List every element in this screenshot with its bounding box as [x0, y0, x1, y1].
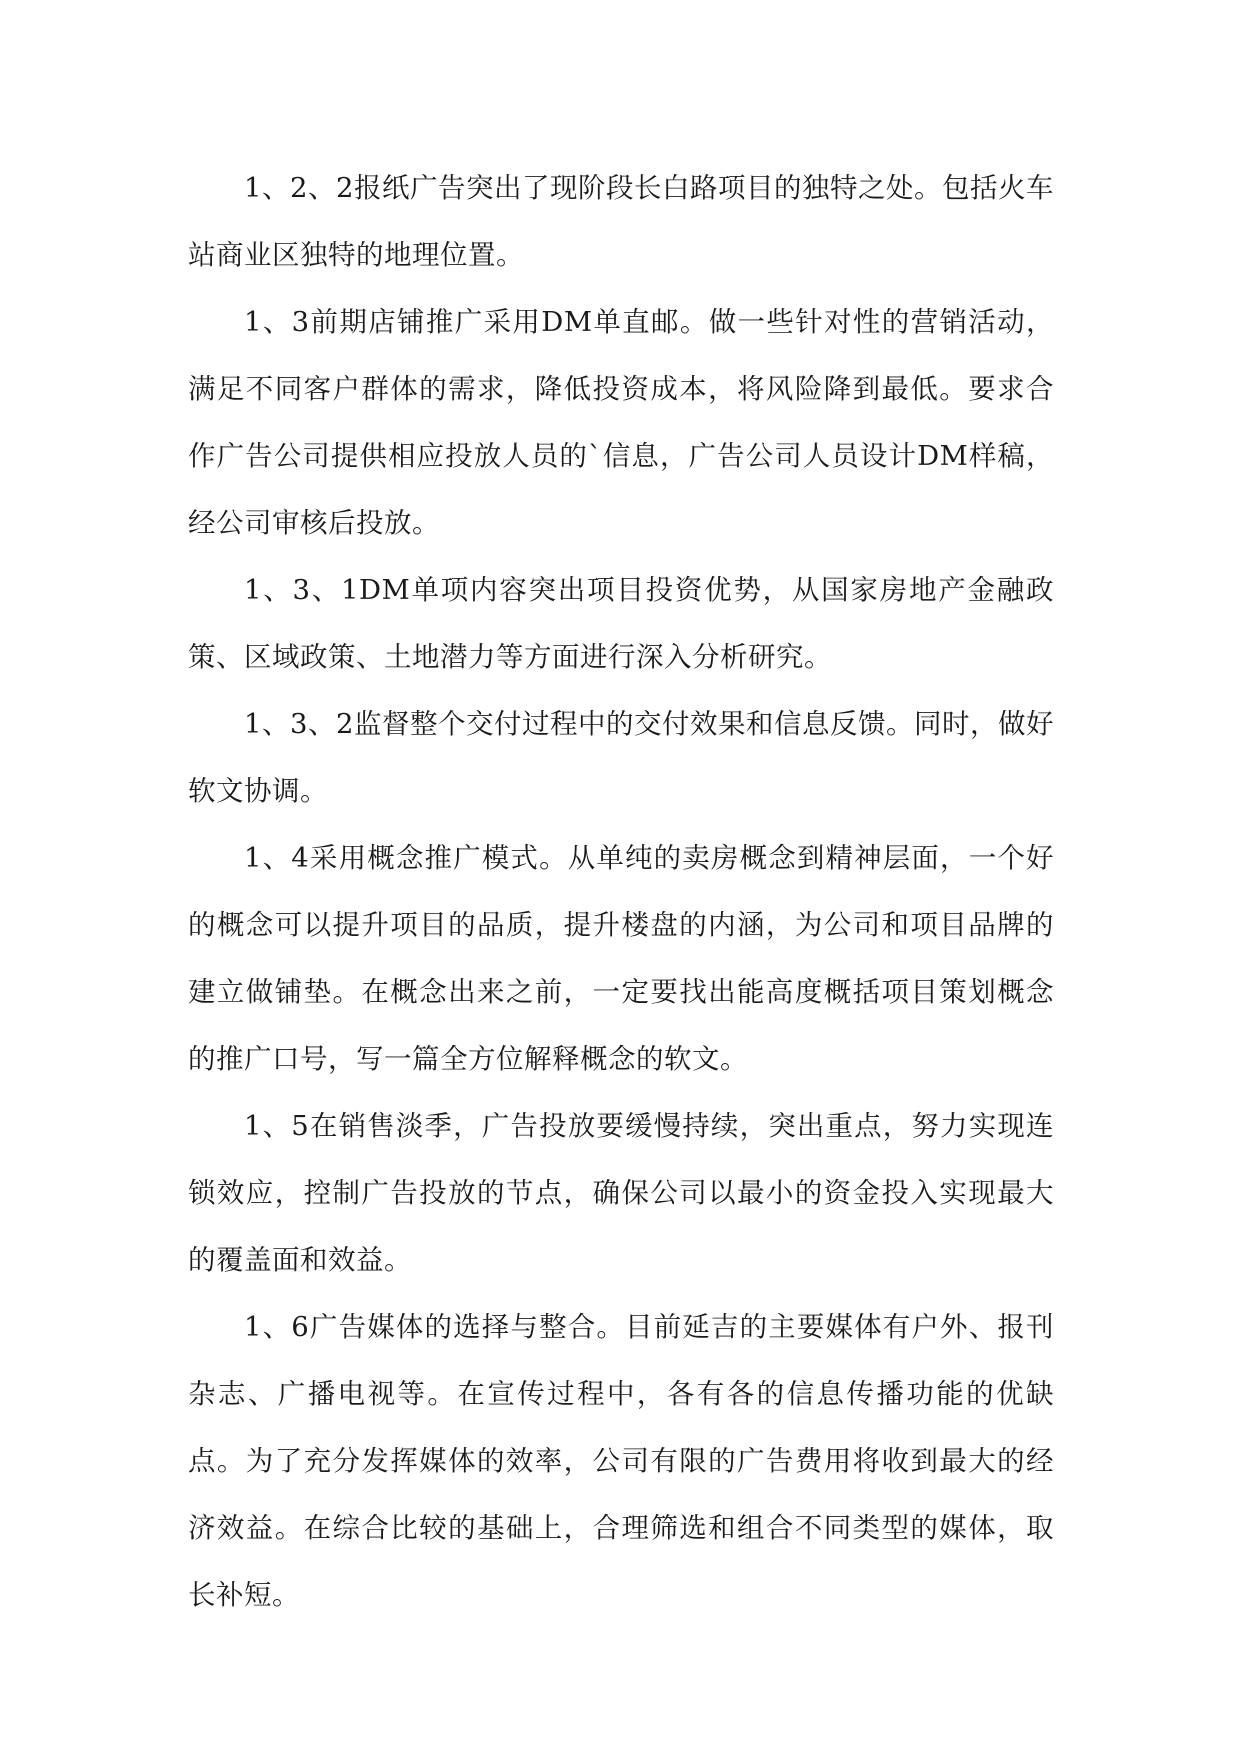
- document-body: [188, 155, 1054, 1629]
- paragraph-1-5: 1、5在销售淡季，广告投放要缓慢持续，突出重点，努力实现连锁效应，控制广告投放的节点，确保公司以最小的资金投入实现最大的覆盖面和效益。: [188, 1110, 1054, 1276]
- paragraph-1-3-2: 1、3、2监督整个交付过程中的交付效果和信息反馈。同时，做好软文协调。: [188, 708, 1054, 807]
- paragraph-1-6: 1、6广告媒体的选择与整合。目前延吉的主要媒体有户外、报刊杂志、广播电视等。在宣传过程中，各有各的信息传播功能的优缺点。为了充分发挥媒体的效率，公司有限的广告费用将收到最大的经济效益。在综合比较的基础上，合理筛选和组合不同类型的媒体，取长补短。: [188, 1311, 1054, 1611]
- paragraph-1-3-1: 1、3、1DM单项内容突出项目投资优势，从国家房地产金融政策、区域政策、土地潜力等方面进行深入分析研究。: [188, 574, 1054, 673]
- paragraph-1-3: 1、3前期店铺推广采用DM单直邮。做一些针对性的营销活动，满足不同客户群体的需求，降低投资成本，将风险降到最低。要求合作广告公司提供相应投放人员的`信息，广告公司人员设计DM样稿，经公司审核后投放。: [188, 306, 1054, 539]
- paragraph-1-4: 1、4采用概念推广模式。从单纯的卖房概念到精神层面，一个好的概念可以提升项目的品质，提升楼盘的内涵，为公司和项目品牌的建立做铺垫。在概念出来之前，一定要找出能高度概括项目策划概念的推广口号，写一篇全方位解释概念的软文。: [188, 842, 1054, 1075]
- paragraph-1-2-2: 1、2、2报纸广告突出了现阶段长白路项目的独特之处。包括火车站商业区独特的地理位置。: [188, 172, 1054, 271]
